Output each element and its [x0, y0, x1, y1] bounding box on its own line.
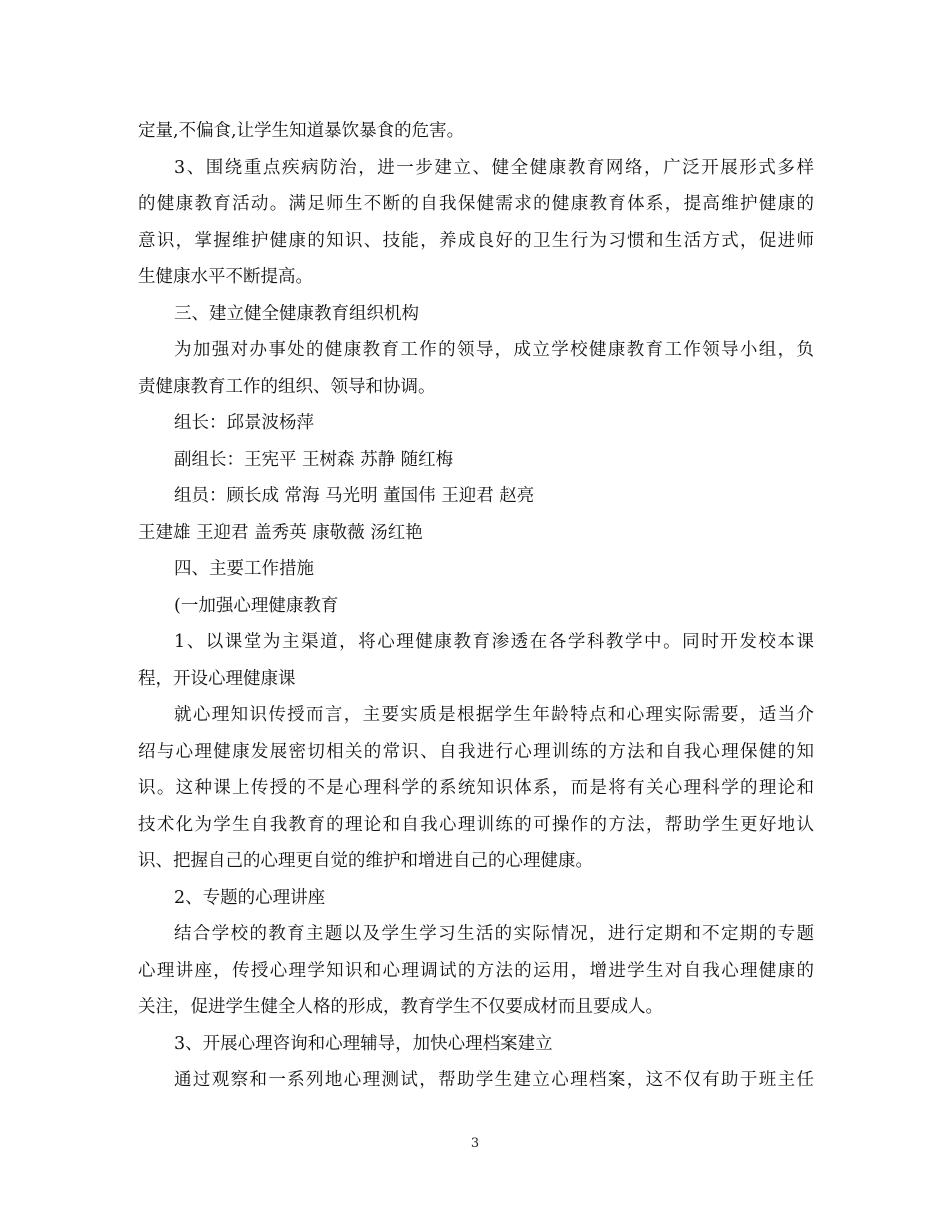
text-line: 绍与心理健康发展密切相关的常识、自我进行心理训练的方法和自我心理保健的知 [138, 741, 814, 762]
text-line: 意识，掌握维护健康的知识、技能，养成良好的卫生行为习惯和生活方式，促进师 [138, 230, 814, 251]
subsection-heading: 2、专题的心理讲座 [174, 887, 326, 908]
subsection-heading: (一加强心理健康教育 [174, 595, 339, 616]
text-line: 责健康教育工作的组织、领导和协调。 [138, 376, 436, 397]
text-line: 识。这种课上传授的不是心理科学的系统知识体系，而是将有关心理科学的理论和 [138, 778, 814, 798]
section-heading: 四、主要工作措施 [174, 559, 314, 579]
subsection-heading: 3、开展心理咨询和心理辅导，加快心理档案建立 [174, 1033, 553, 1054]
text-line: 3、围绕重点疾病防治，进一步建立、健全健康教育网络，广泛开展形式多样 [174, 157, 814, 178]
text-line: 生健康水平不断提高。 [138, 267, 313, 287]
text-line: 组长：邱景波杨萍 [174, 413, 314, 433]
text-line: 的健康教育活动。满足师生不断的自我保健需求的健康教育体系，提高维护健康的 [138, 194, 814, 214]
text-line: 王建雄 王迎君 盖秀英 康敬薇 汤红艳 [138, 522, 423, 543]
text-line: 组员：顾长成 常海 马光明 董国伟 王迎君 赵亮 [174, 486, 535, 506]
text-line: 副组长：王宪平 王树森 苏静 随红梅 [174, 449, 454, 470]
text-line: 心理讲座，传授心理学知识和心理调试的方法的运用，增进学生对自我心理健康的 [138, 960, 814, 981]
text-line: 为加强对办事处的健康教育工作的领导，成立学校健康教育工作领导小组，负 [174, 340, 814, 360]
text-line: 定量,不偏食,让学生知道暴饮暴食的危害。 [138, 121, 465, 141]
text-line: 就心理知识传授而言，主要实质是根据学生年龄特点和心理实际需要，适当介 [174, 705, 814, 725]
section-heading: 三、建立健全健康教育组织机构 [174, 303, 419, 324]
text-line: 关注，促进学生健全人格的形成，教育学生不仅要成材而且要成人。 [138, 997, 663, 1017]
text-line: 通过观察和一系列地心理测试，帮助学生建立心理档案，这不仅有助于班主任 [174, 1070, 814, 1090]
text-line: 结合学校的教育主题以及学生学习生活的实际情况，进行定期和不定期的专题 [174, 924, 814, 944]
text-line: 1、以课堂为主渠道，将心理健康教育渗透在各学科教学中。同时开发校本课 [174, 632, 814, 652]
page-number: 3 [470, 1136, 480, 1151]
document-body [138, 113, 814, 1099]
text-line: 技术化为学生自我教育的理论和自我心理训练的可操作的方法，帮助学生更好地认 [138, 814, 814, 835]
text-line: 程，开设心理健康课 [138, 668, 296, 689]
text-line: 识、把握自己的心理更自觉的维护和增进自己的心理健康。 [138, 851, 593, 871]
